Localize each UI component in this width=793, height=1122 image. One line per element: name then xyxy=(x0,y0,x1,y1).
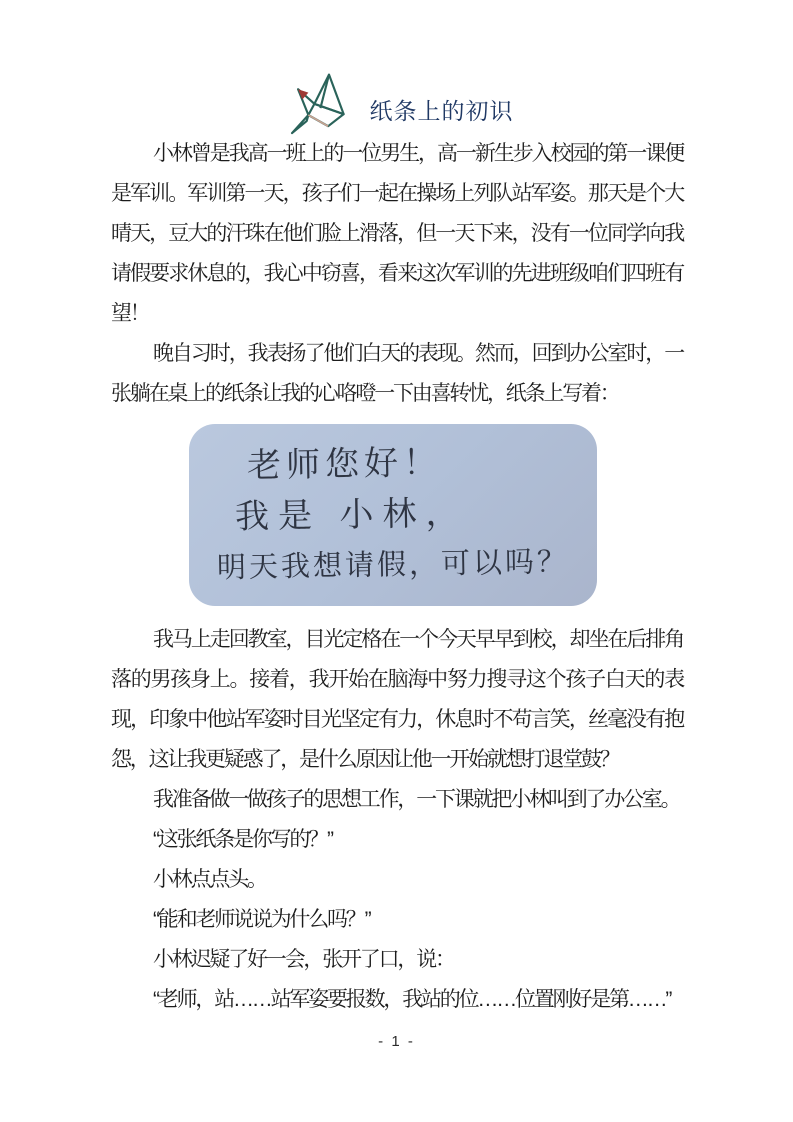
dialogue-line: 小林点点头。 xyxy=(153,868,266,891)
note-text-line: 我是 小林， xyxy=(234,494,469,537)
paragraph-office: 我准备做一做孩子的思想工作，一下课就把小林叫到了办公室。 xyxy=(153,788,680,811)
handwritten-note-image xyxy=(189,424,597,606)
paragraph-classroom: 我马上走回教室，目光定格在一个今天早早到校，却坐在后排角落的男孩身上。接着，我开始在脑海中努力搜寻这个孩子白天的表现，印象中他站军姿时目光坚定有力，休息时不苟言笑，丝毫没有抱怨，这让我更疑惑了，是什么原因让他一开始就想打退堂鼓？ xyxy=(111,628,683,771)
document-body xyxy=(111,134,683,1020)
paragraph-intro: 小林曾是我高一班上的一位男生，高一新生步入校园的第一课便是军训。军训第一天，孩子们一起在操场上列队站军姿。那天是个大晴天，豆大的汗珠在他们脸上滑落，但一天下来，没有一位同学向我请假要求休息的，我心中窃喜，看来这次军训的先进班级咱们四班有望！ xyxy=(111,142,683,325)
page-footer xyxy=(0,1033,793,1050)
note-text-line: 老师您好！ xyxy=(246,443,443,486)
dialogue-line: “老师，站……站军姿要报数，我站的位……位置刚好是第……” xyxy=(153,988,671,1011)
note-text-line: 明天我想请假，可以吗？ xyxy=(216,546,570,585)
dialogue-line: 小林迟疑了好一会，张开了口，说： xyxy=(153,948,454,971)
page-number: - 1 - xyxy=(378,1033,415,1050)
page-title: 纸条上的初识 xyxy=(369,97,514,124)
dialogue-line: “能和老师说说为什么吗？” xyxy=(153,908,370,931)
paragraph-evening: 晚自习时，我表扬了他们白天的表现。然而，回到办公室时，一张躺在桌上的纸条让我的心咯噔一下由喜转忧，纸条上写着： xyxy=(111,342,683,405)
dialogue-line: “这张纸条是你写的？” xyxy=(153,828,332,851)
